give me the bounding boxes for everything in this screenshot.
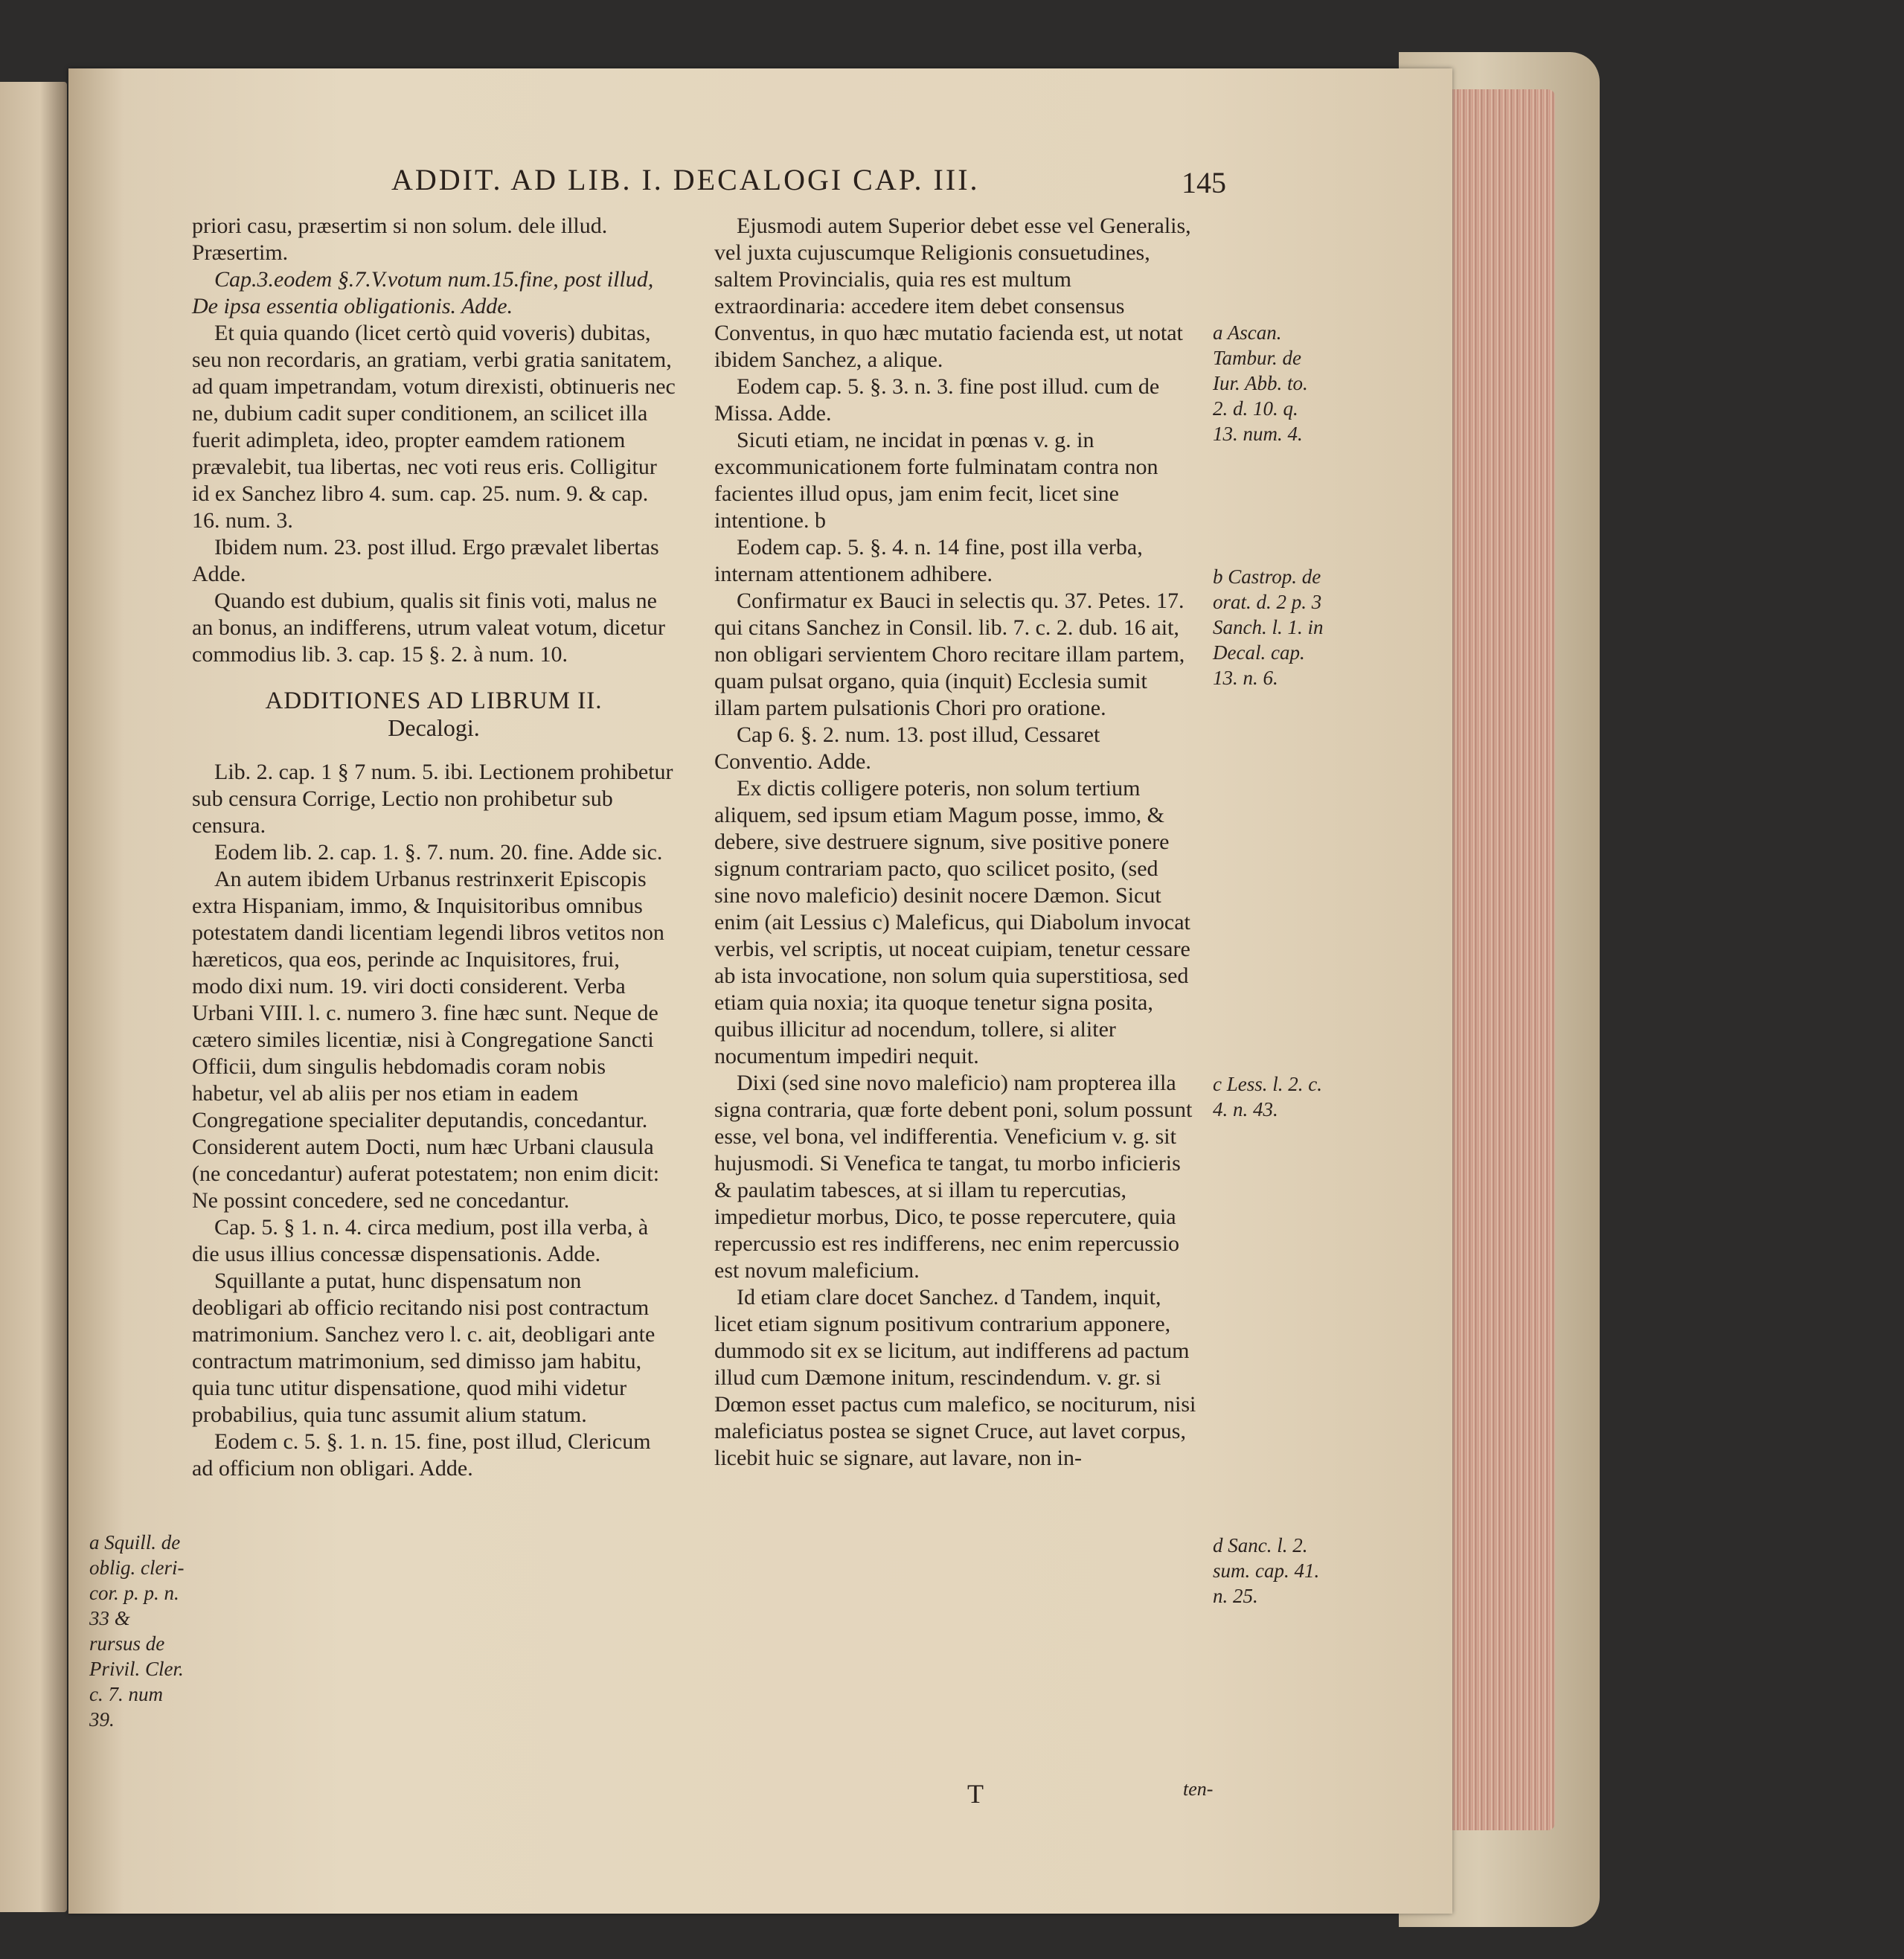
left-paragraph-11: Eodem c. 5. §. 1. n. 15. fine, post illud, Clericum ad officium non obligari. Adde. xyxy=(192,1429,651,1481)
right-paragraph-4: Eodem cap. 5. §. 4. n. 14 fine, post illa verba, internam attentionem adhibere. xyxy=(714,535,1143,586)
left-paragraph-3: Et quia quando (licet certò quid voveris) dubitas, seu non recordaris, an gratiam, verbi gratia sanitatem, ad quam impetrandam, votum direxisti, obtinueris nec ne, dubium cadit super conditionem, an scilicet illa fuerit adimpleta, ideo, propter eamdem rationem prævalebit, tua libertas, nec voti reus eris. Colligitur id ex Sanchez libro 4. sum. cap. 25. num. 9. & cap. 16. num. 3. xyxy=(192,321,676,533)
left-paragraph-7: Eodem lib. 2. cap. 1. §. 7. num. 20. fine. Adde sic. xyxy=(214,840,663,865)
right-paragraph-2: Eodem cap. 5. §. 3. n. 3. fine post illud. cum de Missa. Adde. xyxy=(714,374,1160,426)
page-number: 145 xyxy=(1182,166,1226,199)
right-paragraph-7: Ex dictis colligere poteris, non solum tertium aliquem, sed ipsum etiam Magum posse, immo, & debere, sive destruere signum, sive positive ponere signum contrariam pacto, quo scilicet posito, (sed sine novo maleficio) desinit nocere Dæmon. Sicut enim (ait Lessius c) Maleficus, qui Diabolum invocat verbis, vel scriptis, ut noceat cuipiam, tenetur cessare ab ista invocatione, non solum quia superstitiosa, sed etiam quia noxia; ita quoque tenetur signa posita, quibus illicitur ad nocendum, tollere, si aliter nocumentum impediri nequit. xyxy=(714,776,1190,1068)
left-paragraph-4: Ibidem num. 23. post illud. Ergo prævalet libertas Adde. xyxy=(192,535,659,586)
previous-page-edge xyxy=(0,82,67,1912)
page-block-edges xyxy=(1436,89,1555,1830)
right-paragraph-3: Sicuti etiam, ne incidat in pœnas v. g. in excommunicationem forte fulminatam contra non facientes illud opus, jam enim fecit, licet sine intentione. b xyxy=(714,428,1158,533)
section-subheading: Decalogi. xyxy=(388,714,480,741)
right-column xyxy=(714,213,1198,1472)
margin-note-a-right: a Ascan. Tambur. de Iur. Abb. to. 2. d. 10. q. 13. num. 4. xyxy=(1213,321,1308,445)
right-paragraph-1: Ejusmodi autem Superior debet esse vel Generalis, vel juxta cujuscumque Religionis consuetudines, saltem Provincialis, quia res est multum extraordinaria: accedere item debet consensus Conventus, in quo hæc mutatio facienda est, ut notat ibidem Sanchez, a alique. xyxy=(714,214,1191,372)
left-paragraph-9: Cap. 5. § 1. n. 4. circa medium, post illa verba, à die usus illius concessæ dispensationis. Adde. xyxy=(192,1215,649,1266)
left-paragraph-8: An autem ibidem Urbanus restrinxerit Episcopis extra Hispaniam, immo, & Inquisitoribus omnibus potestatem dandi licentiam legendi libros vetitos non hæreticos, qua eos, perinde ac Inquisitores, frui, modo dixi num. 19. viri docti considerent. Verba Urbani VIII. l. c. numero 3. fine hæc sunt. Neque de cætero similes licentiæ, nisi à Congregatione Sancti Officii, dum singulis hebdomadis coram nobis habetur, vel ab aliis per nos etiam in eadem Congregatione specialiter deputandis, concedantur. Considerent autem Docti, num hæc Urbani clausula (ne concedantur) auferat potestatem; non enim dicit: Ne possint concedere, sed ne concedantur. xyxy=(192,867,664,1213)
right-paragraph-6: Cap 6. §. 2. num. 13. post illud, Cessaret Conventio. Adde. xyxy=(714,722,1100,774)
right-paragraph-8: Dixi (sed sine novo maleficio) nam propterea illa signa contraria, quæ forte debent poni, solum possunt esse, vel bona, vel indifferentia. Veneficium v. g. sit hujusmodi. Si Venefica te tangat, tu morbo inficieris & paulatim tabesces, at si illam tu repercutias, impedietur morbus, Dico, te posse repercutere, quia repercussio est res indifferens, nec enim repercussio est novum maleficium. xyxy=(714,1071,1193,1283)
right-paragraph-9: Id etiam clare docet Sanchez. d Tandem, inquit, licet etiam signum positivum contrarium apponere, dummodo sit ex se licitum, aut indifferens ad pactum illud cum Dæmone initum, rescindendum. v. gr. si Dœmon esset pactus cum malefico, se nociturum, nisi maleficiatus postea se signet Cruce, aut lavet corpus, licebit huic se signare, aut lavare, non in- xyxy=(714,1285,1196,1470)
left-column xyxy=(192,213,676,1482)
left-paragraph-6: Lib. 2. cap. 1 § 7 num. 5. ibi. Lectionem prohibetur sub censura Corrige, Lectio non prohibetur sub censura. xyxy=(192,760,673,838)
catchword: ten- xyxy=(1183,1778,1214,1800)
margin-note-a-left: a Squill. de oblig. cleri- cor. p. p. n. 33 & rursus de Privil. Cler. c. 7. num 39. xyxy=(89,1531,185,1731)
margin-note-d-right: d Sanc. l. 2. sum. cap. 41. n. 25. xyxy=(1213,1534,1320,1607)
left-paragraph-5: Quando est dubium, qualis sit finis voti, malus ne an bonus, an indifferens, utrum valeat votum, dicetur commodius lib. 3. cap. 15 §. 2. à num. 10. xyxy=(192,589,665,667)
left-paragraph-1: priori casu, præsertim si non solum. dele illud. Præsertim. xyxy=(192,214,608,265)
signature-mark: T xyxy=(967,1779,984,1809)
left-paragraph-10: Squillante a putat, hunc dispensatum non deobligari ab officio recitando nisi post contractum matrimonium. Sanchez vero l. c. ait, deobligari ante contractum matrimonium, sed dimisso jam habitu, quia tunc utitur dispensatione, quod mihi videtur probabilius, quia tunc assumit alium statum. xyxy=(192,1269,655,1427)
left-paragraph-2: Cap.3.eodem §.7.V.votum num.15.fine, post illud, De ipsa essentia obligationis. Adde. xyxy=(192,267,654,318)
running-head: ADDIT. AD LIB. I. DECALOGI CAP. III. xyxy=(391,163,980,196)
section-heading: ADDITIONES AD LIBRUM II. xyxy=(265,687,603,714)
right-paragraph-5: Confirmatur ex Bauci in selectis qu. 37. Petes. 17. qui citans Sanchez in Consil. lib. 7. c. 2. dub. 16 ait, non obligari servientem Choro recitare illam partem, quam pulsat organo, quia (inquit) Ecclesia sumit illam partem pulsationis Chori pro oratione. xyxy=(714,589,1185,720)
margin-note-c-right: c Less. l. 2. c. 4. n. 43. xyxy=(1213,1073,1322,1120)
margin-note-b-right: b Castrop. de orat. d. 2 p. 3 Sanch. l. 1. in Decal. cap. 13. n. 6. xyxy=(1213,565,1324,689)
